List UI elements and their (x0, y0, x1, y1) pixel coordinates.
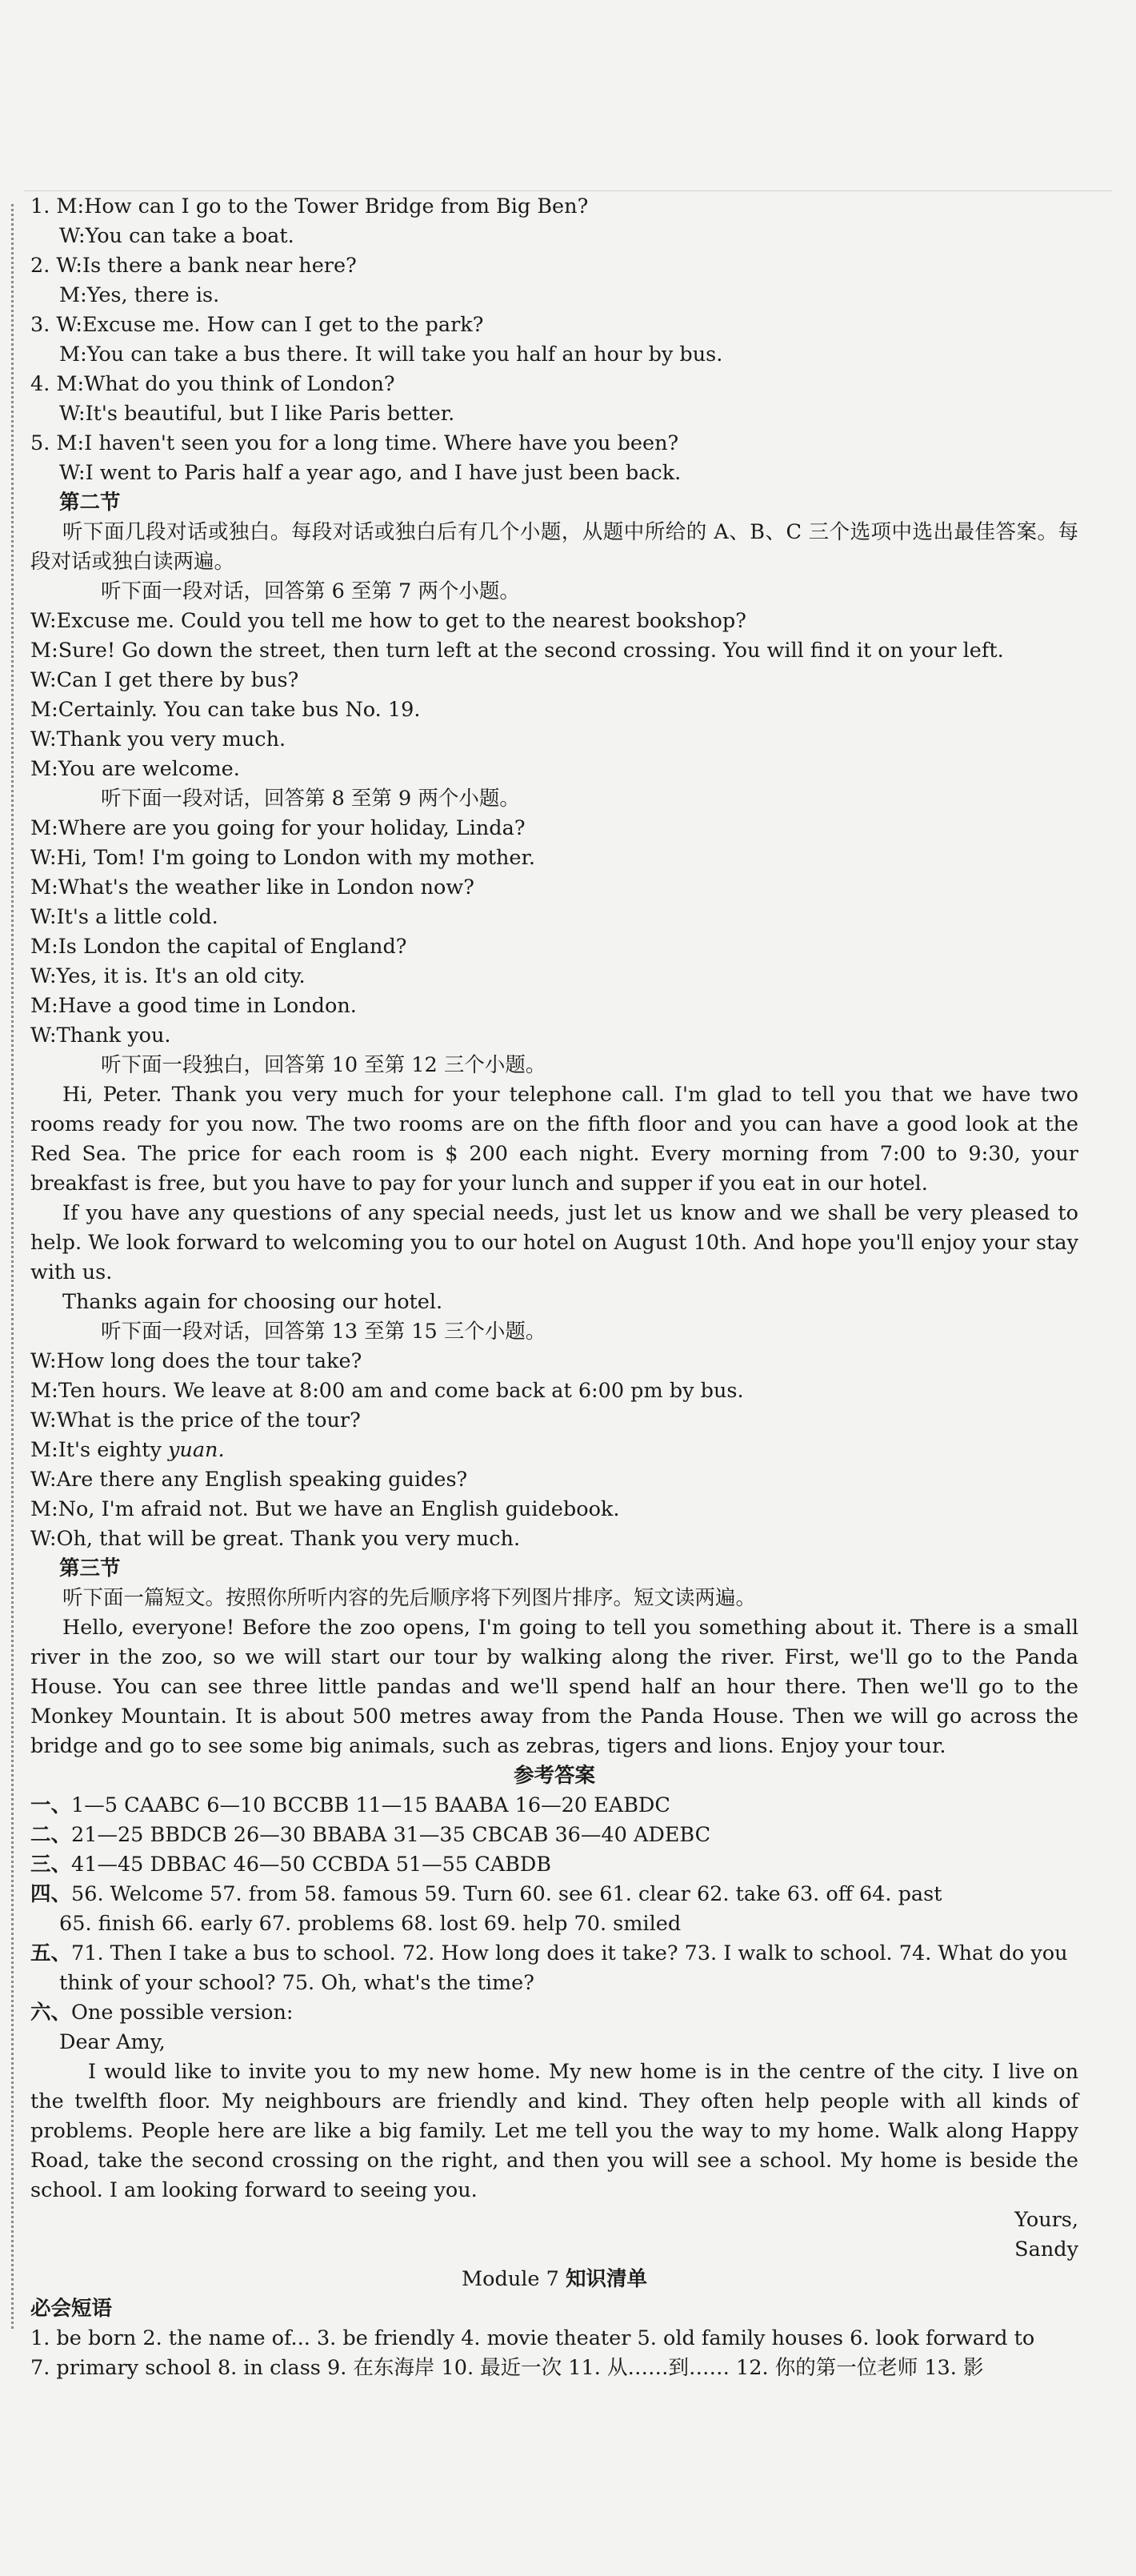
item-number: 5. M: (30, 431, 85, 455)
dialogue-line: M:Is London the capital of England? (30, 935, 407, 959)
dialogue-line: M:Yes, there is. (59, 283, 220, 307)
dialogue-line: I haven't seen you for a long time. Where have you been? (84, 431, 679, 455)
item-number: 4. M: (30, 372, 85, 396)
dialogue-line: W:Yes, it is. It's an old city. (30, 964, 306, 988)
section-instruction: 听下面几段对话或独白。每段对话或独白后有几个小题，从题中所给的 A、B、C 三个选项中选出最佳答案。每段对话或独白读两遍。 (30, 520, 1078, 574)
answer-line: 71. Then I take a bus to school. 72. How long does it take? 73. I walk to school. 74. What do you (71, 1941, 1068, 1965)
dialogue-line: W:You can take a boat. (59, 224, 294, 248)
dialogue-line: M:Where are you going for your holiday, Linda? (30, 816, 526, 840)
dialogue-line: M:You can take a bus there. It will take you half an hour by bus. (59, 343, 723, 367)
dialogue-line: W:Can I get there by bus? (30, 668, 299, 692)
answer-line: 56. Welcome 57. from 58. famous 59. Turn 60. see 61. clear 62. take 63. off 64. past (71, 1882, 942, 1906)
answer-section-label: 三、 (30, 1853, 72, 1877)
dialogue-intro: 听下面一段对话，回答第 6 至第 7 两个小题。 (101, 579, 520, 603)
dialogue-line: W:How long does the tour take? (30, 1349, 362, 1373)
document-body (30, 192, 1078, 2383)
answer-line: think of your school? 75. Oh, what's the time? (59, 1971, 534, 1995)
answer-section-label: 一、 (30, 1793, 72, 1817)
answer-line: 21—25 BBDCB 26—30 BBABA 31—35 CBCAB 36—40 ADEBC (71, 1823, 711, 1847)
dialogue-line: W:Hi, Tom! I'm going to London with my mother. (30, 846, 536, 870)
answer-line: 65. finish 66. early 67. problems 68. lost 69. help 70. smiled (59, 1912, 682, 1936)
dialogue-line: M:Have a good time in London. (30, 994, 357, 1018)
module-title-en: Module 7 (462, 2267, 566, 2291)
monologue-paragraph: Hi, Peter. Thank you very much for your telephone call. I'm glad to tell you that we have two rooms ready for you now. The two rooms are on the fifth floor and you can have a good look at the Red Sea. The price for each room is $ 200 each night. Every morning from 7:00 to 9:30, your breakfast is free, but you have to pay for your lunch and supper if you eat in our hotel. (30, 1083, 1078, 1196)
dialogue-line: W:What is the price of the tour? (30, 1408, 361, 1432)
answers-title: 参考答案 (513, 1764, 595, 1788)
letter-body: I would like to invite you to my new home. My new home is in the centre of the city. I live on the twelfth floor. My neighbours are friendly and kind. They often help people with all kinds of problems. People here are like a big family. Let me tell you the way to my home. Walk along Happy Road, take the second crossing on the right, and then you will see a school. My home is beside the school. I am looking forward to seeing you. (30, 2060, 1078, 2202)
answer-section-label: 六、 (30, 2001, 72, 2025)
item-number: 3. W: (30, 313, 83, 337)
dialogue-line: M:Ten hours. We leave at 8:00 am and come back at 6:00 pm by bus. (30, 1379, 744, 1403)
binding-line (11, 204, 14, 2329)
dialogue-intro: 听下面一段对话，回答第 13 至第 15 三个小题。 (101, 1320, 546, 1344)
monologue-intro: 听下面一段独白，回答第 10 至第 12 三个小题。 (101, 1053, 546, 1077)
letter-greeting: Dear Amy, (59, 2030, 166, 2054)
dialogue-line: Excuse me. How can I get to the park? (82, 313, 484, 337)
part1-dialogues (30, 192, 1078, 488)
letter-signature: Sandy (1014, 2237, 1078, 2262)
section-heading: 第三节 (59, 1556, 121, 1580)
dialogue-line: M:Sure! Go down the street, then turn left at the second crossing. You will find it on your left. (30, 639, 1004, 663)
dialogue-line: W:Thank you very much. (30, 727, 286, 751)
top-divider (24, 190, 1112, 191)
dialogue-line: M:What's the weather like in London now? (30, 875, 474, 899)
dialogue-line: W:Oh, that will be great. Thank you very much. (30, 1527, 521, 1551)
dialogue-line: What do you think of London? (84, 372, 395, 396)
answer-line: 1—5 CAABC 6—10 BCCBB 11—15 BAABA 16—20 EABDC (71, 1793, 670, 1817)
dialogue-line: W:Thank you. (30, 1024, 171, 1048)
answer-section-label: 二、 (30, 1823, 72, 1847)
item-number: 1. M: (30, 194, 85, 218)
monologue-paragraph: Thanks again for choosing our hotel. (62, 1290, 443, 1314)
passage-text: Hello, everyone! Before the zoo opens, I'm going to tell you something about it. There is a small river in the zoo, so we will start our tour by walking along the river. First, we'll go to the Panda House. You can see three little pandas and we'll spend half an hour there. Then we'll go to the Monkey Mountain. It is about 500 metres away from the Panda House. Then we will go across the bridge and go to see some big animals, such as zebras, tigers and lions. Enjoy your tour. (30, 1616, 1078, 1758)
dialogue-line: M:Certainly. You can take bus No. 19. (30, 698, 421, 722)
phrases-line: 7. primary school 8. in class 9. 在东海岸 10. 最近一次 11. 从……到…… 12. 你的第一位老师 13. 影 (30, 2356, 984, 2380)
answer-section-label: 四、 (30, 1882, 72, 1906)
phrases-line: 1. be born 2. the name of... 3. be friendly 4. movie theater 5. old family houses 6. look forward to (30, 2326, 1035, 2350)
section-heading: 第二节 (59, 491, 121, 515)
monologue-paragraph: If you have any questions of any special needs, just let us know and we shall be very pleased to help. We look forward to welcoming you to our hotel on August 10th. And hope you'll enjoy your stay with us. (30, 1201, 1078, 1284)
dialogue-line: M:You are welcome. (30, 757, 240, 781)
dialogue-line: W:Excuse me. Could you tell me how to get to the nearest bookshop? (30, 609, 746, 633)
dialogue-line: W:I went to Paris half a year ago, and I have just been back. (59, 461, 682, 485)
dialogue-text: M:It's eighty (30, 1438, 168, 1462)
module-title (30, 2265, 1078, 2294)
dialogue-intro: 听下面一段对话，回答第 8 至第 9 两个小题。 (101, 787, 520, 811)
answer-section-label: 五、 (30, 1941, 72, 1965)
dialogue-line: M:No, I'm afraid not. But we have an English guidebook. (30, 1497, 620, 1521)
dialogue-line: Is there a bank near here? (82, 254, 357, 278)
letter-closing: Yours, (1014, 2208, 1078, 2232)
dialogue-line: How can I go to the Tower Bridge from Big Ben? (84, 194, 589, 218)
phrases-heading: 必会短语 (30, 2297, 113, 2321)
dialogue-line: W:It's a little cold. (30, 905, 218, 929)
module-title-cn: 知识清单 (565, 2267, 647, 2291)
dialogue-line: W:It's beautiful, but I like Paris better. (59, 402, 455, 426)
answer-line: One possible version: (71, 2001, 294, 2025)
dialogue-line (30, 1436, 1078, 1465)
item-number: 2. W: (30, 254, 83, 278)
dialogue-italic: yuan. (167, 1438, 225, 1462)
answer-line: 41—45 DBBAC 46—50 CCBDA 51—55 CABDB (71, 1853, 552, 1877)
dialogue-line: W:Are there any English speaking guides? (30, 1468, 468, 1492)
section-instruction: 听下面一篇短文。按照你所听内容的先后顺序将下列图片排序。短文读两遍。 (62, 1586, 757, 1610)
